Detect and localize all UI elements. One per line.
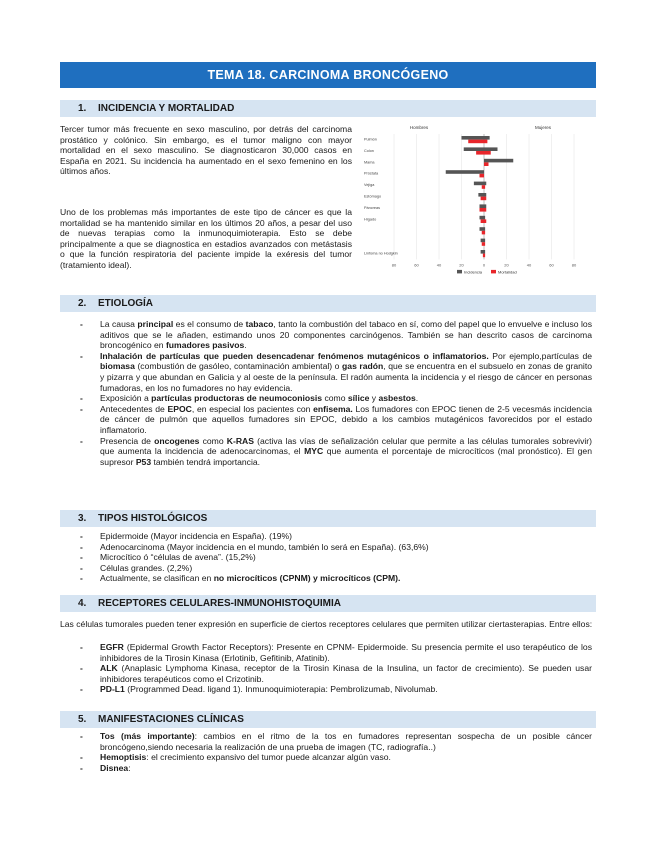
bar-incidencia-women [484,193,486,197]
bar-incidencia-men [462,136,485,140]
list-item: - EGFR (Epidermal Growth Factor Receptors): Presente en CPNM- Epidermoide. Su presencia permite el uso terapéutico de los inhibidores de la Tirosin Kinasa (Erlotinib, Gefitinib, Afatinib). [80,642,592,663]
bar-mortalidad-women [484,151,491,155]
category-label: Colon [364,148,374,153]
list-item: - La causa principal es el consumo de tabaco, tanto la combustión del tabaco en sí, como del papel que lo envuelve e incluso los aditivos que se le añaden, estimando unos 20 componentes carcinógenos. También se han descrito casos de carcinoma broncogénico en fumadores pasivos. [80,319,592,351]
bar-incidencia-men [480,216,485,220]
x-tick-label: 60 [549,262,554,268]
bar-incidencia-women [484,250,485,254]
bar-incidencia-men [446,170,484,174]
list-item: - Adenocarcinoma (Mayor incidencia en el mundo, también lo será en España). (63,6%) [80,542,592,553]
x-tick-label: 40 [436,262,442,268]
bar-mortalidad-men [482,231,484,235]
list-item: - Exposición a partículas productoras de neumoconiosis como sílice y asbestos. [80,393,592,404]
bar-mortalidad-men [482,185,484,189]
etiologia-list [80,319,592,467]
tipos-list [80,531,592,584]
bar-incidencia-men [474,182,484,186]
bar-mortalidad-women [484,140,487,144]
list-item: - Células grandes. (2,2%) [80,563,592,574]
category-label: Próstata [364,171,379,176]
section-header-tipos: 3. TIPOS HISTOLÓGICOS [60,510,596,527]
clinicas-list [80,731,592,773]
category-label: Pulmón [364,137,377,142]
bar-incidencia-women [484,216,485,220]
x-tick-label: 20 [459,262,464,268]
x-tick-label: 20 [504,262,509,268]
bar-incidencia-men [464,147,484,151]
bar-mortalidad-women [484,231,485,235]
list-item: - Epidermoide (Mayor incidencia en España). (19%) [80,531,592,542]
bar-incidencia-men [480,227,485,231]
bar-mortalidad-women [484,185,485,189]
category-label: Estómago [364,194,382,199]
bar-incidencia-women [484,204,486,208]
category-label: Páncreas [364,205,381,210]
left-axis-title: Hombres [409,125,429,130]
section-header-receptores: 4. RECEPTORES CELULARES-INMUNOHISTOQUIMIA [60,595,596,612]
bar-mortalidad-women [484,254,485,258]
bar-mortalidad-women [484,242,485,246]
incidence-paragraph-2: Uno de los problemas más importantes de este tipo de cáncer es que la mortalidad se ha mantenido similar en los últimos 20 años, a pesar del uso de nuevas terapias como la inmunoquimioterapia. Esto se debe principalmente a que se diagnostica en estadios avanzados con metástasis o que la función respiratoria del paciente impide la exéresis del tumor (tratamiento ideal). [60,207,352,270]
bar-incidencia-men [481,239,484,243]
list-item: - Presencia de oncogenes como K-RAS (activa las vías de señalización celular que permite a las células tumorales sobrevivir) que aumenta la incidencia de adenocarcinomas, el MYC que aumenta el porcentaje de microcíticos (mal pronóstico). El gen supresor P53 también tendrá importancia. [80,436,592,468]
x-tick-label: 80 [391,262,397,268]
list-item: - PD-L1 (Programmed Dead. ligand 1). Inmunoquimioterapia: Pembrolizumab, Nivolumab. [80,684,592,695]
section-header-etiologia: 2. ETIOLOGÍA [60,295,596,312]
bar-incidencia-men [480,204,485,208]
x-tick-label: 40 [526,262,532,268]
list-item: - Disnea: [80,763,592,774]
list-item: - Antecedentes de EPOC, en especial los pacientes con enfisema. Los fumadores con EPOC tienen de 2-5 vecesmás incidencia de cáncer de pulmón que aquellos fumadores sin EPOC, debido a los cambios mutagénicos favorecidos por el estado inflamatorio. [80,404,592,436]
bar-mortalidad-men [468,140,484,144]
bar-mortalidad-women [484,197,486,201]
receptores-list [80,642,592,695]
list-item: - Microcítico ó “células de avena”. (15,2%) [80,552,592,563]
incidence-paragraph-1: Tercer tumor más frecuente en sexo masculino, por detrás del carcinoma prostático y colónico. Sin embargo, es el tumor maligno con mayor mortalidad en el sexo masculino. Se diagnosticaron 30,000 casos en España en 2021. Su incidencia ha aumentado en el sexo femenino en los últimos años. [60,124,352,177]
bar-incidencia-men [481,250,484,254]
bar-mortalidad-men [483,254,484,258]
bar-incidencia-women [484,182,486,186]
bar-mortalidad-men [482,242,484,246]
x-tick-label: 80 [571,262,577,268]
right-axis-title: Mujeres [534,125,552,130]
section-header-incidencia: 1. INCIDENCIA Y MORTALIDAD [60,100,596,117]
list-item: - ALK (Anaplasic Lymphoma Kinasa, receptor de la Tirosin Kinasa de la Insulina, un factor de crecimiento). Se pueden usar inhibidores terapéuticos como el Crizotinib. [80,663,592,684]
bar-incidencia-men [478,193,484,197]
bar-mortalidad-men [480,208,485,212]
incidence-mortality-chart [362,120,592,292]
bar-incidencia-women [484,239,485,243]
x-tick-label: 60 [414,262,419,268]
bar-incidencia-women [484,227,485,231]
bar-mortalidad-women [484,219,486,223]
list-item: - Hemoptisis: el crecimiento expansivo del tumor puede alcanzar algún vaso. [80,752,592,763]
bar-mortalidad-men [481,197,484,201]
category-label: Vejiga [364,183,375,188]
legend-label: Incidencia [464,269,483,275]
bar-incidencia-women [484,136,490,140]
bar-mortalidad-men [476,151,484,155]
category-label: Mama [364,160,375,165]
category-label: Hígado [364,217,377,222]
receptores-intro: Las células tumorales pueden tener expresión en superficie de ciertos receptores celulares que permiten utilizar ciertasterapias. Entre ellos: [60,619,593,629]
list-item: - Actualmente, se clasifican en no microcíticos (CPNM) y microcíticos (CPM). [80,573,592,584]
page-title: TEMA 18. CARCINOMA BRONCÓGENO [60,62,596,88]
bar-mortalidad-men [480,174,485,178]
bar-mortalidad-women [484,208,486,212]
bar-mortalidad-men [481,219,484,223]
legend-swatch [491,270,496,274]
list-item: - Inhalación de partículas que pueden desencadenar fenómenos mutagénicos o inflamatorios. Por ejemplo,partículas de biomasa (combustión de gasóleo, contaminación ambiental) o gas radón, que se encuentra en el subsuelo en zonas de granito y pizarra y que abundan en Galicia y al oeste de la península. El radón aumenta la incidencia y el riesgo de cáncer en personas fumadoras, en los no fumadores no hay evidencia. [80,351,592,393]
bar-mortalidad-women [484,162,489,166]
legend-swatch [457,270,462,274]
legend-label: Mortalidad [498,269,517,275]
bar-incidencia-women [484,147,498,151]
section-header-clinicas: 5. MANIFESTACIONES CLÍNICAS [60,711,596,728]
x-tick-label: 0 [482,262,486,268]
bar-incidencia-women [484,159,513,163]
category-label: Linfoma no Hodgkin [364,251,398,256]
list-item: - Tos (más importante): cambios en el ritmo de la tos en fumadores representan sospecha de un posible cáncer broncógeno,siendo necesaria la realización de una prueba de imagen (TC, radiografía..) [80,731,592,752]
